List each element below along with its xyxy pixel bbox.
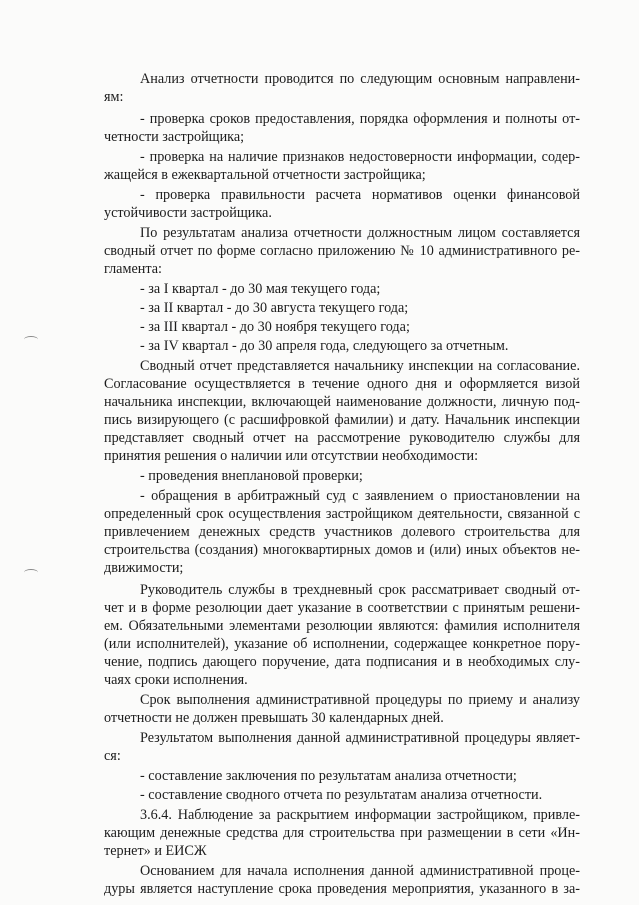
text-line: устойчивости застройщика. [104,205,272,221]
text-line: Срок выполнения административной процедуры по приему и анализу [140,692,580,708]
text-line: Руководитель службы в трехдневный срок рассматривает сводный от- [140,582,580,598]
text-line: начальника инспекции, включающей наименование должности, личную под- [104,394,580,410]
list-item: - за II квартал - до 30 августа текущего года; [140,300,409,316]
list-item: - составление заключения по результатам анализа отчетности; [140,768,517,784]
list-item: - за I квартал - до 30 мая текущего года; [140,281,381,297]
text-line: чет и в форме резолюции дает указание в соответствии с принятым решени- [104,600,580,616]
text-line: чение, подпись дающего поручение, дата подписания и в необходимых слу- [104,654,580,670]
text-line: Результатом выполнения данной административной процедуры являет- [140,730,580,746]
text-line: строительства (создания) многоквартирных домов и (или) иных объектов не- [104,542,580,558]
text-line: (или исполнителей), указание об исполнении, содержащее конкретное пору- [104,636,580,652]
list-item: - за III квартал - до 30 ноября текущего года; [140,319,410,335]
text-line: гламента: [104,261,162,277]
scan-mark-icon [24,336,38,343]
text-line: дуры является наступление срока проведения мероприятия, указанного в за- [104,881,580,897]
text-line: - проверка на наличие признаков недостоверности информации, содер- [140,149,580,165]
text-line: четности застройщика; [104,129,245,145]
text-line: определенный срок осуществления застройщиком деятельности, связанной с [104,506,580,522]
text-line: Основанием для начала исполнения данной административной проце- [140,863,580,879]
text-line: чаях сроки исполнения. [104,672,248,688]
text-line: привлечением денежных средств участников долевого строительства для [104,524,580,540]
text-line: отчетности не должен превышать 30 календарных дней. [104,710,444,726]
text-line: принятия решения о наличии или отсутствии необходимости: [104,448,479,464]
text-line: ям: [104,89,124,105]
text-line: Сводный отчет представляется начальнику инспекции на согласование. [140,358,580,374]
list-item: - обращения в арбитражный суд с заявлением о приостановлении на [140,488,580,504]
text-line: - проверка сроков предоставления, порядка оформления и полноты от- [140,111,580,127]
list-item: - составление сводного отчета по результатам анализа отчетности. [140,787,543,803]
text-line: жащейся в ежеквартальной отчетности застройщика; [104,167,426,183]
list-item: - проведения внеплановой проверки; [140,468,363,484]
text-line: - проверка правильности расчета нормативов оценки финансовой [140,187,580,203]
text-line: пись визирующего (с расшифровкой фамилии) и дату. Начальник инспекции [104,412,580,428]
text-line: Согласование осуществляется в течение одного дня и оформляется визой [104,376,580,392]
text-line: ся: [104,748,121,764]
section-heading: кающим денежные средства для строительства при размещении в сети «Ин- [104,825,580,841]
text-line: Анализ отчетности проводится по следующим основным направлени- [140,71,580,87]
list-item: - за IV квартал - до 30 апреля года, следующего за отчетным. [140,338,509,354]
text-line: сводный отчет по форме согласно приложению № 10 административного ре- [104,243,580,259]
text-line: По результатам анализа отчетности должностным лицом составляется [140,225,580,241]
text-line: ем. Обязательными элементами резолюции являются: фамилия исполнителя [104,618,580,634]
text-line: движимости; [104,560,184,576]
text-line: представляет сводный отчет на рассмотрение руководителю службы для [104,430,580,446]
section-heading: 3.6.4. Наблюдение за раскрытием информации застройщиком, привле- [140,807,580,823]
section-heading: тернет» и ЕИСЖ [104,843,207,859]
scan-mark-icon [24,569,38,576]
